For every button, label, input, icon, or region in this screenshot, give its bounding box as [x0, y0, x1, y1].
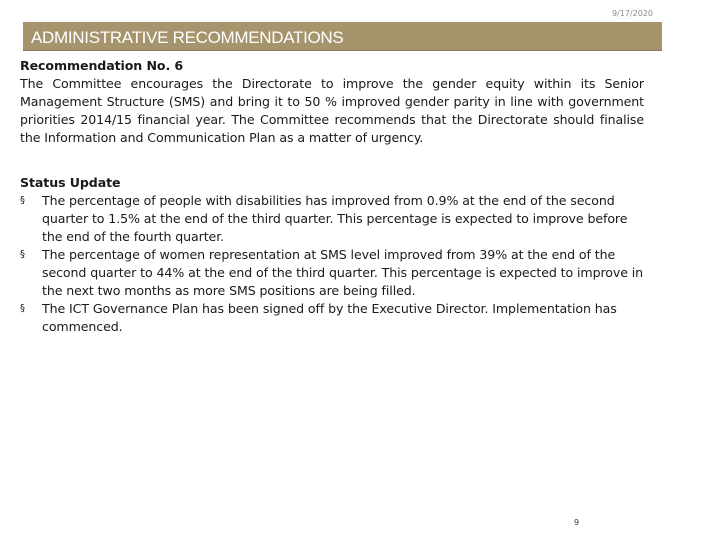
title-bar — [23, 22, 662, 51]
recommendation-heading: Recommendation No. 6 — [20, 58, 184, 73]
slide-date: 9/17/2020 — [611, 9, 653, 18]
bullet-icon: § — [20, 303, 25, 314]
recommendation-body: The Committee encourages the Directorate to improve the gender equity within its Senior Management Structure (SMS) and bring it to 50 % improved gender parity in line with government priorities 2014/15 financial year. The Committee recommends that the Directorate should finalise the Information and Communication Plan as a matter of urgency. — [20, 76, 644, 145]
status-item-text: The ICT Governance Plan has been signed off by the Executive Director. Implementation has commenced. — [42, 301, 617, 334]
status-item-text: The percentage of people with disabilities has improved from 0.9% at the end of the second quarter to 1.5% at the end of the third quarter. This percentage is expected to improve before the end of the fourth quarter. — [42, 193, 628, 244]
page-number: 9 — [574, 518, 580, 527]
status-item-text: The percentage of women representation at SMS level improved from 39% at the end of the second quarter to 44% at the end of the third quarter. This percentage is expected to improve in the next two months as more SMS positions are being filled. — [42, 247, 644, 298]
content-area — [20, 57, 644, 336]
status-update-heading: Status Update — [20, 175, 121, 190]
slide-title: ADMINISTRATIVE RECOMMENDATIONS — [31, 28, 344, 47]
bullet-icon: § — [20, 195, 25, 206]
status-item — [20, 300, 644, 336]
bullet-icon: § — [20, 249, 25, 260]
status-item — [20, 246, 644, 300]
status-update-list — [20, 192, 644, 336]
status-item — [20, 192, 644, 246]
